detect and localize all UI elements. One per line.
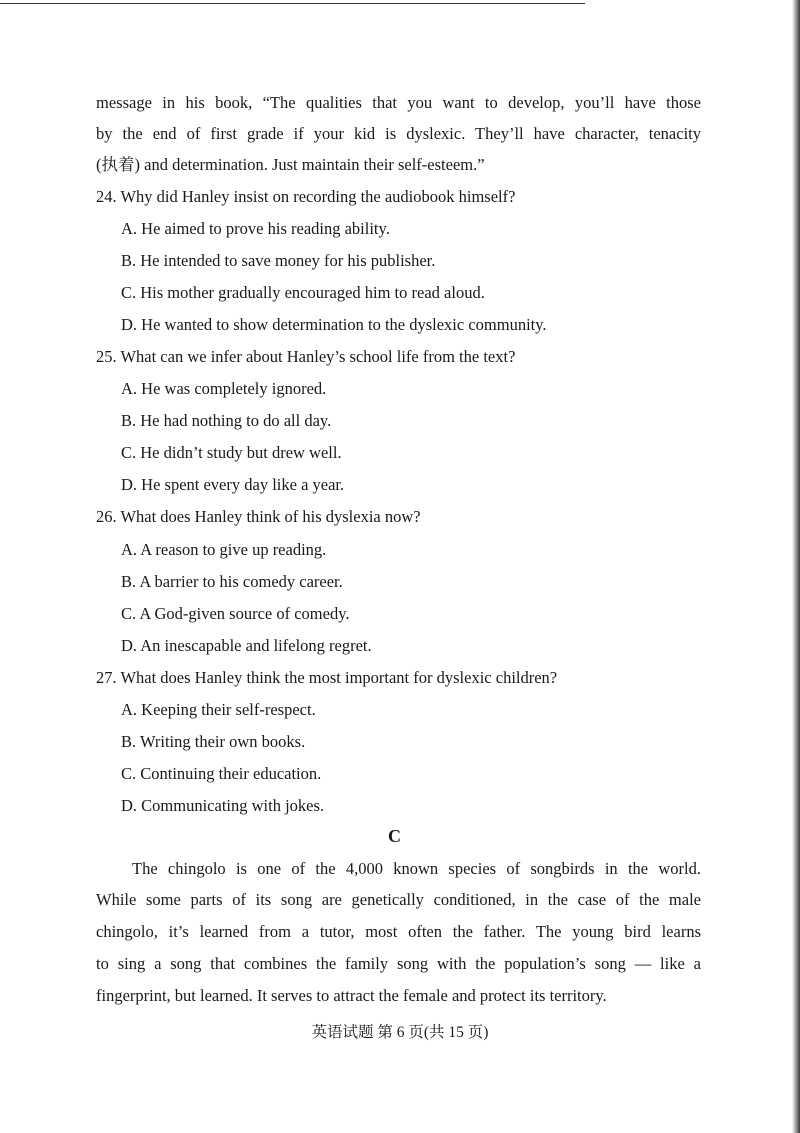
section-c-line: fingerprint, but learned. It serves to attract the female and protect its territory. [96, 986, 607, 1005]
passage-line: by the end of first grade if your kid is dyslexic. They’ll have character, tenacity [96, 124, 701, 143]
question-26-option-c[interactable]: C. A God-given source of comedy. [121, 604, 350, 623]
question-24-option-a[interactable]: A. He aimed to prove his reading ability. [121, 219, 390, 238]
question-24-option-b[interactable]: B. He intended to save money for his publisher. [121, 251, 436, 270]
section-heading: C [388, 826, 401, 846]
question-24-option-d[interactable]: D. He wanted to show determination to the dyslexic community. [121, 315, 547, 334]
question-27-option-b[interactable]: B. Writing their own books. [121, 732, 306, 751]
section-c-line: While some parts of its song are genetically conditioned, in the case of the male [96, 890, 701, 909]
question-26: 26. What does Hanley think of his dyslexia now? [96, 507, 421, 526]
question-27: 27. What does Hanley think the most important for dyslexic children? [96, 668, 558, 687]
question-26-option-a[interactable]: A. A reason to give up reading. [121, 540, 327, 559]
section-c-line: to sing a song that combines the family song with the population’s song — like a [96, 954, 701, 973]
passage-line: (执着) and determination. Just maintain their self-esteem.” [96, 155, 485, 174]
question-26-option-b[interactable]: B. A barrier to his comedy career. [121, 572, 343, 591]
question-25-option-c[interactable]: C. He didn’t study but drew well. [121, 443, 342, 462]
section-c-line: chingolo, it’s learned from a tutor, most often the father. The young bird learns [96, 922, 701, 941]
question-25: 25. What can we infer about Hanley’s school life from the text? [96, 347, 516, 366]
question-25-option-d[interactable]: D. He spent every day like a year. [121, 475, 345, 494]
question-24-option-c[interactable]: C. His mother gradually encouraged him to read aloud. [121, 283, 485, 302]
question-25-option-a[interactable]: A. He was completely ignored. [121, 379, 327, 398]
section-c-line: The chingolo is one of the 4,000 known species of songbirds in the world. [132, 859, 701, 878]
question-27-option-d[interactable]: D. Communicating with jokes. [121, 796, 325, 815]
question-27-option-a[interactable]: A. Keeping their self-respect. [121, 700, 316, 719]
question-27-option-c[interactable]: C. Continuing their education. [121, 764, 322, 783]
page-footer: 英语试题 第 6 页(共 15 页) [311, 1024, 489, 1041]
passage-line: message in his book, “The qualities that you want to develop, you’ll have those [96, 93, 701, 112]
question-24: 24. Why did Hanley insist on recording the audiobook himself? [96, 187, 516, 206]
question-26-option-d[interactable]: D. An inescapable and lifelong regret. [121, 636, 372, 655]
question-25-option-b[interactable]: B. He had nothing to do all day. [121, 411, 332, 430]
